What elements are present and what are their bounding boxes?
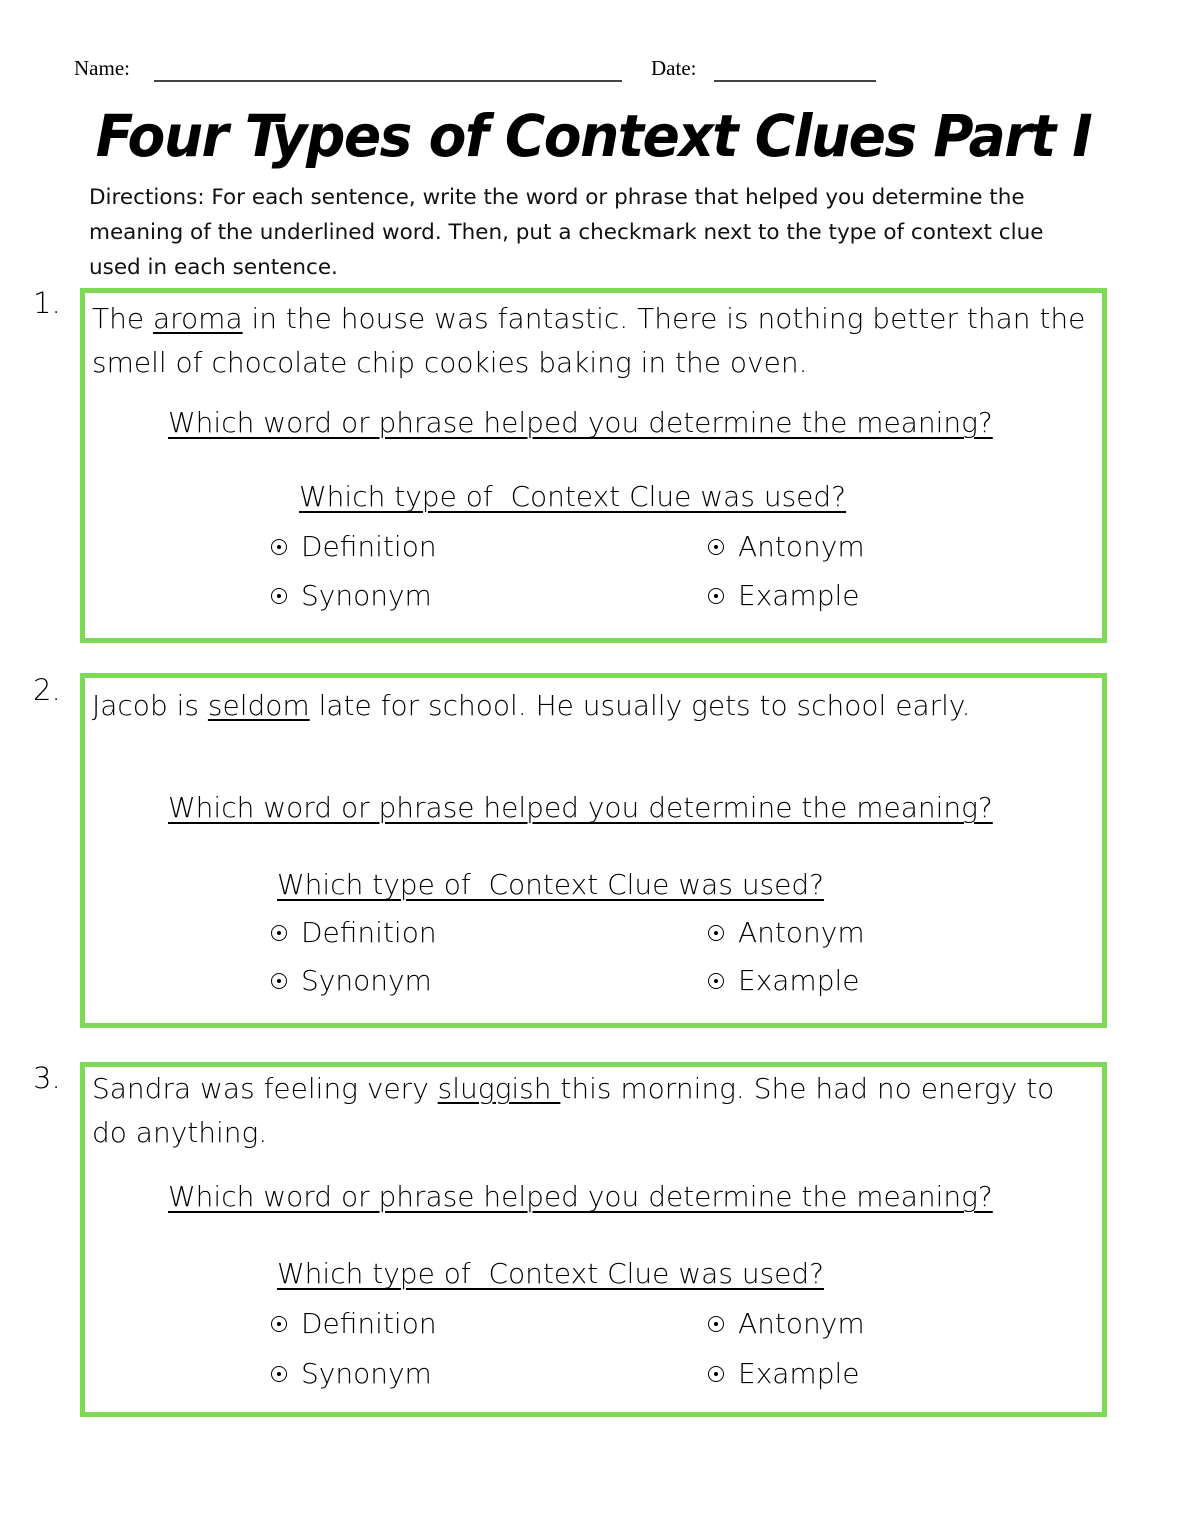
option-definition[interactable] (271, 1307, 437, 1340)
option-label: Definition (301, 530, 437, 563)
radio-icon[interactable] (708, 925, 724, 941)
radio-icon[interactable] (271, 1366, 287, 1382)
date-label: Date: (651, 56, 697, 80)
question-sentence (92, 684, 1092, 728)
name-field[interactable] (154, 80, 622, 82)
underlined-word: aroma (152, 302, 243, 335)
option-label: Synonym (301, 579, 432, 612)
option-label: Example (738, 964, 860, 997)
sentence-text: this morning. She had no energy to do anything. (92, 1072, 1055, 1149)
type-prompt: Which type of Context Clue was used? (277, 1257, 825, 1290)
question-number: 1. (33, 286, 61, 320)
option-definition[interactable] (271, 530, 437, 563)
option-synonym[interactable] (271, 1357, 432, 1390)
question-sentence (92, 1067, 1092, 1155)
word-prompt[interactable]: Which word or phrase helped you determine the meaning? (168, 406, 993, 439)
type-prompt: Which type of Context Clue was used? (277, 868, 825, 901)
page-title: Four Types of Context Clues Part I (95, 102, 1092, 170)
option-synonym[interactable] (271, 579, 432, 612)
radio-icon[interactable] (708, 973, 724, 989)
radio-icon[interactable] (271, 925, 287, 941)
option-label: Synonym (301, 1357, 432, 1390)
sentence-text: The (92, 302, 153, 335)
question-box-2 (80, 673, 1107, 1028)
option-label: Antonym (738, 1307, 865, 1340)
question-box-1 (80, 288, 1107, 643)
underlined-word: seldom (207, 689, 310, 722)
option-label: Synonym (301, 964, 432, 997)
radio-icon[interactable] (708, 1366, 724, 1382)
radio-icon[interactable] (708, 539, 724, 555)
radio-icon[interactable] (271, 1316, 287, 1332)
option-label: Definition (301, 1307, 437, 1340)
radio-icon[interactable] (271, 588, 287, 604)
option-antonym[interactable] (708, 530, 865, 563)
option-label: Definition (301, 916, 437, 949)
underlined-word: sluggish (437, 1072, 561, 1105)
radio-icon[interactable] (708, 588, 724, 604)
option-label: Antonym (738, 530, 865, 563)
word-prompt[interactable]: Which word or phrase helped you determine the meaning? (168, 1180, 993, 1213)
date-field[interactable] (714, 80, 876, 82)
question-number: 2. (33, 673, 61, 707)
sentence-text: in the house was fantastic. There is nothing better than the smell of chocolate chip cookies baking in the oven. (92, 302, 1086, 379)
question-sentence (92, 297, 1092, 385)
option-label: Example (738, 579, 860, 612)
type-prompt: Which type of Context Clue was used? (299, 480, 847, 513)
option-definition[interactable] (271, 916, 437, 949)
option-example[interactable] (708, 1357, 859, 1390)
sentence-text: Jacob is (92, 689, 208, 722)
radio-icon[interactable] (708, 1316, 724, 1332)
name-label: Name: (74, 56, 130, 80)
radio-icon[interactable] (271, 973, 287, 989)
option-label: Antonym (738, 916, 865, 949)
question-number: 3. (33, 1061, 61, 1095)
sentence-text: Sandra was feeling very (92, 1072, 438, 1105)
directions-text: Directions: For each sentence, write the word or phrase that helped you determine the meaning of the underlined word. Then, put a checkmark next to the type of context clue used in each sentence. (89, 185, 1044, 280)
option-example[interactable] (708, 579, 859, 612)
option-example[interactable] (708, 964, 859, 997)
question-box-3 (80, 1062, 1107, 1417)
option-synonym[interactable] (271, 964, 432, 997)
option-label: Example (738, 1357, 860, 1390)
option-antonym[interactable] (708, 1307, 865, 1340)
radio-icon[interactable] (271, 539, 287, 555)
sentence-text: late for school. He usually gets to school early. (309, 689, 971, 722)
word-prompt[interactable]: Which word or phrase helped you determine the meaning? (168, 791, 993, 824)
option-antonym[interactable] (708, 916, 865, 949)
